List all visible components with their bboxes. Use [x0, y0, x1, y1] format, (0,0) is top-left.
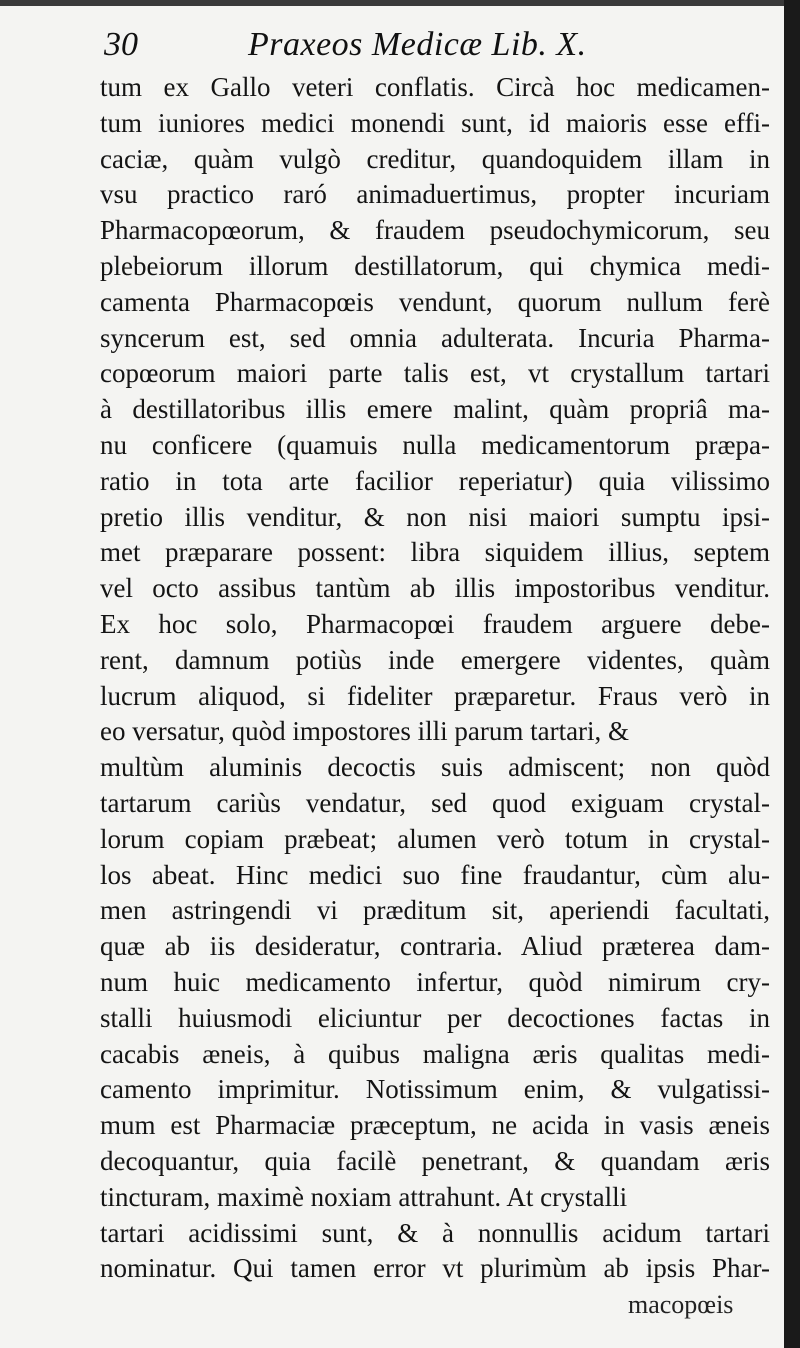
text-line: plebeiorum illorum destillatorum, qui chymica medi-	[100, 250, 770, 281]
text-line: num huic medicamento infertur, quòd nimirum cry-	[100, 966, 770, 997]
text-line: los abeat. Hinc medici suo fine fraudantur, cùm alu-	[100, 859, 770, 890]
text-line: caciæ, quàm vulgò creditur, quandoquidem illam in	[100, 143, 770, 174]
text-line: vsu practico raró animaduertimus, propter incuriam	[100, 179, 770, 210]
scan-top-edge	[0, 0, 800, 6]
text-line: tincturam, maximè noxiam attrahunt. At crystalli	[100, 1181, 628, 1212]
text-line: Pharmacopœorum, & fraudem pseudochymicorum, seu	[100, 215, 770, 246]
text-line: pretio illis venditur, & non nisi maiori sumptu ipsi-	[100, 501, 770, 532]
text-line: tum iuniores medici monendi sunt, id maioris esse effi-	[100, 107, 770, 138]
text-line: nominatur. Qui tamen error vt plurimùm ab ipsis Phar-	[100, 1253, 770, 1284]
text-line: cacabis æneis, à quibus maligna æris qualitas medi-	[100, 1038, 770, 1069]
catchword: macopœis	[628, 1290, 734, 1319]
text-line: Ex hoc solo, Pharmacopœi fraudem arguere debe-	[100, 608, 770, 639]
text-line: tartari acidissimi sunt, & à nonnullis acidum tartari	[100, 1217, 770, 1248]
text-line: syncerum est, sed omnia adulterata. Incuria Pharma-	[100, 322, 770, 353]
text-line: nu conficere (quamuis nulla medicamentorum præpa-	[100, 429, 770, 460]
text-line: decoquantur, quia facilè penetrant, & quandam æris	[100, 1145, 770, 1176]
text-line: camento imprimitur. Notissimum enim, & vulgatissi-	[100, 1074, 770, 1105]
body-text	[100, 70, 770, 1287]
text-line: men astringendi vi præditum sit, aperiendi facultati,	[100, 895, 770, 926]
text-line: camenta Pharmacopœis vendunt, quorum nullum ferè	[100, 286, 770, 317]
text-line: lorum copiam præbeat; alumen verò totum in crystal-	[100, 823, 770, 854]
page-number: 30	[104, 26, 138, 63]
text-line: quæ ab iis desideratur, contraria. Aliud præterea dam-	[100, 931, 770, 962]
text-line: met præparare possent: libra siquidem illius, septem	[100, 537, 770, 568]
page-header	[0, 26, 800, 66]
text-line: mum est Pharmaciæ præceptum, ne acida in vasis æneis	[100, 1110, 770, 1141]
text-line: tartarum cariùs vendatur, sed quod exiguam crystal-	[100, 787, 770, 818]
text-line: rent, damnum potiùs inde emergere videntes, quàm	[100, 644, 770, 675]
text-line: tum ex Gallo veteri conflatis. Circà hoc medicamen-	[100, 72, 770, 102]
text-line: eo versatur, quòd impostores illi parum tartari, &	[100, 716, 630, 747]
text-line: copœorum maiori parte talis est, vt crystallum tartari	[100, 358, 770, 389]
text-line: à destillatoribus illis emere malint, quàm propriâ ma-	[100, 394, 770, 425]
text-line: vel octo assibus tantùm ab illis impostoribus venditur.	[100, 573, 770, 604]
running-head: Praxeos Medicæ Lib. X.	[248, 26, 587, 63]
text-line: multùm aluminis decoctis suis admiscent; non quòd	[100, 752, 770, 783]
text-line: stalli huiusmodi eliciuntur per decoctiones factas in	[100, 1002, 770, 1033]
text-line: lucrum aliquod, si fideliter præparetur. Fraus verò in	[100, 680, 770, 711]
scan-right-edge	[784, 0, 800, 1348]
text-line: ratio in tota arte facilior reperiatur) quia vilissimo	[100, 465, 770, 496]
